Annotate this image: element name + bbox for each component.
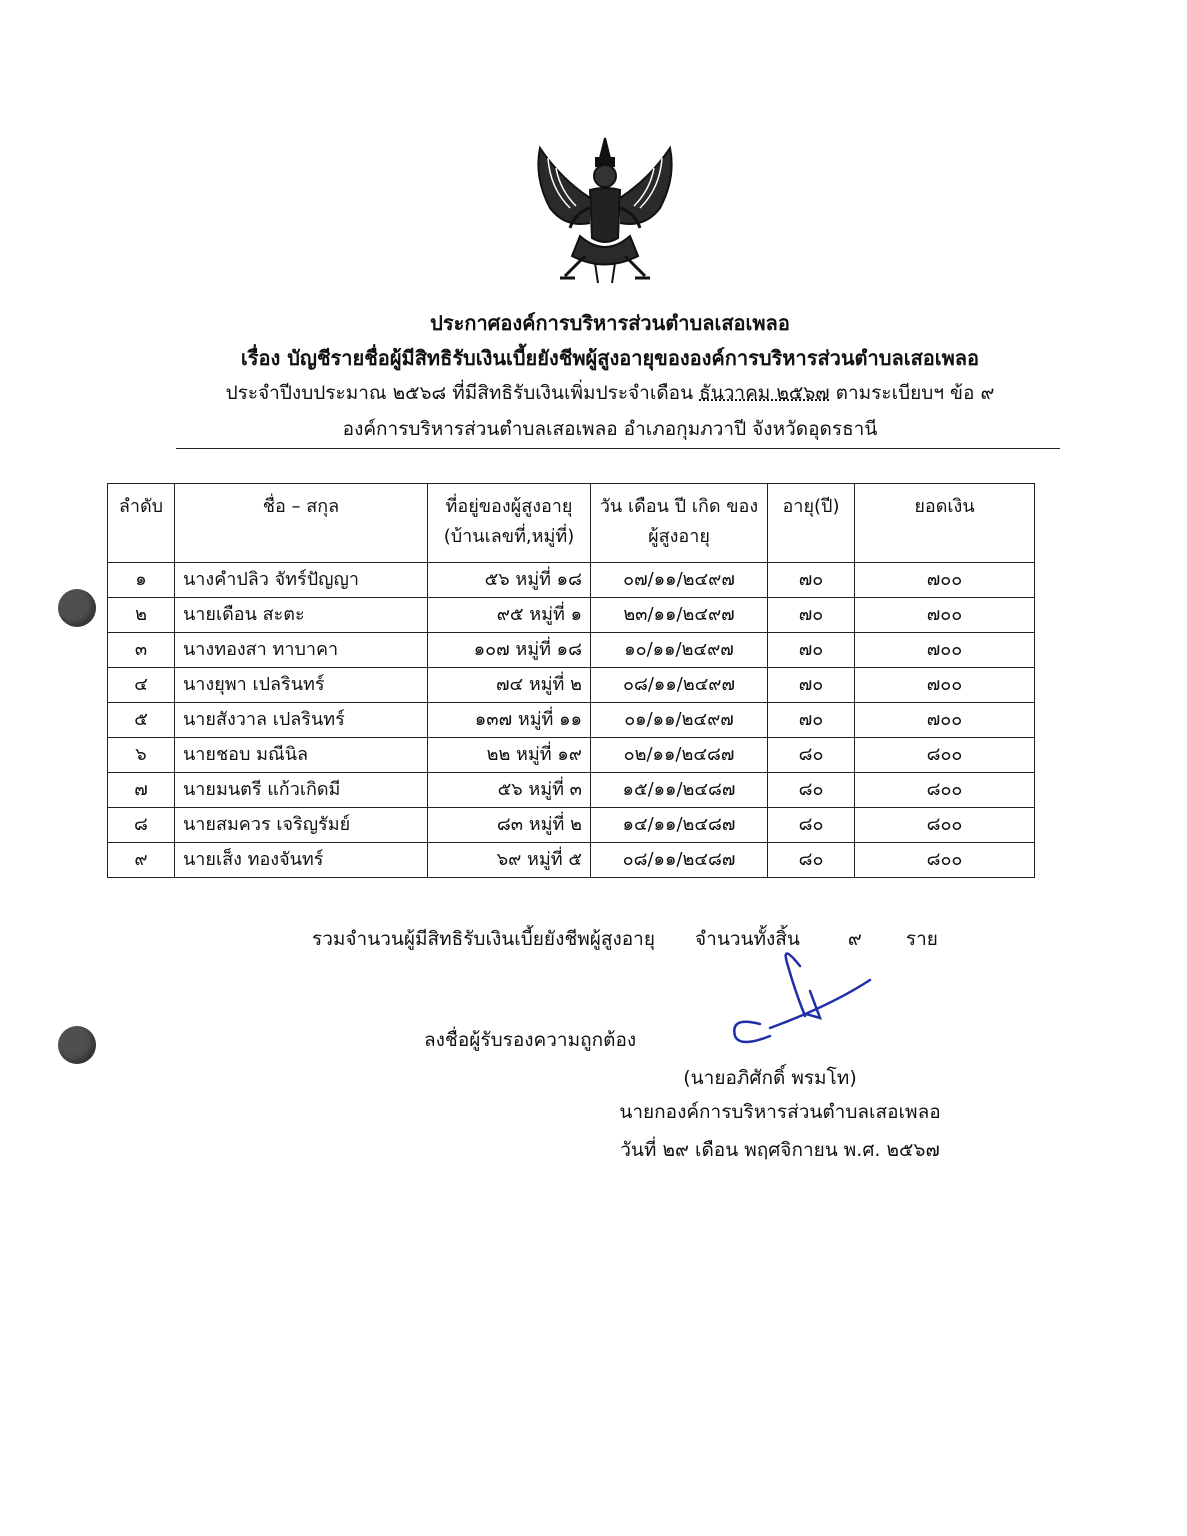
cell-name: นายสมควร เจริญรัมย์ (175, 808, 428, 843)
column-header-name: ชื่อ – สกุล (175, 484, 428, 563)
cell-dob: ๐๘/๑๑/๒๔๘๗ (591, 843, 768, 878)
garuda-emblem (520, 128, 690, 288)
cell-dob: ๒๓/๑๑/๒๔๙๗ (591, 598, 768, 633)
cell-no: ๙ (108, 843, 175, 878)
beneficiary-table (107, 483, 1035, 878)
cell-amount: ๗๐๐ (855, 598, 1035, 633)
cell-no: ๔ (108, 668, 175, 703)
punch-hole (58, 589, 96, 627)
summary-unit: ราย (905, 928, 938, 950)
fiscal-prefix: ประจำปีงบประมาณ ๒๕๖๘ ที่มีสิทธิรับเงินเพิ่มประจำเดือน (225, 382, 694, 404)
cell-name: นางทองสา ทาบาคา (175, 633, 428, 668)
cell-amount: ๗๐๐ (855, 703, 1035, 738)
summary-total-label: จำนวนทั้งสิ้น (695, 928, 800, 950)
summary-label: รวมจำนวนผู้มีสิทธิรับเงินเบี้ยยังชีพผู้สูงอายุ (312, 928, 655, 950)
cell-dob: ๐๑/๑๑/๒๔๙๗ (591, 703, 768, 738)
cell-name: นางยุพา เปลรินทร์ (175, 668, 428, 703)
signer-position: นายกองค์การบริหารส่วนตำบลเสอเพลอ (619, 1101, 941, 1123)
cell-address: ๘๓ หมู่ที่ ๒ (428, 808, 591, 843)
handwritten-signature (710, 936, 880, 1056)
cell-dob: ๑๕/๑๑/๒๔๘๗ (591, 773, 768, 808)
column-header-address: ที่อยู่ของผู้สูงอายุ (บ้านเลขที่,หมู่ที่) (428, 484, 591, 563)
table-row (108, 738, 1035, 773)
cell-name: นายเส็ง ทองจันทร์ (175, 843, 428, 878)
cell-amount: ๘๐๐ (855, 808, 1035, 843)
cell-no: ๘ (108, 808, 175, 843)
signer-name: (นายอภิศักดิ์ พรมโท) (683, 1067, 857, 1089)
cell-name: นางคำปลิว จัทร์ปัญญา (175, 563, 428, 598)
cell-dob: ๐๘/๑๑/๒๔๙๗ (591, 668, 768, 703)
cell-age: ๘๐ (768, 843, 855, 878)
cell-age: ๘๐ (768, 738, 855, 773)
cell-address: ๙๕ หมู่ที่ ๑ (428, 598, 591, 633)
table-row (108, 633, 1035, 668)
table-row (108, 843, 1035, 878)
punch-hole (58, 1026, 96, 1064)
cell-address: ๕๖ หมู่ที่ ๑๘ (428, 563, 591, 598)
cell-amount: ๗๐๐ (855, 563, 1035, 598)
column-header-amount: ยอดเงิน (855, 484, 1035, 563)
cell-dob: ๐๗/๑๑/๒๔๙๗ (591, 563, 768, 598)
announcement-fiscal-line (150, 378, 1070, 408)
table-row (108, 668, 1035, 703)
cell-dob: ๐๒/๑๑/๒๔๘๗ (591, 738, 768, 773)
table-row (108, 563, 1035, 598)
cell-dob: ๑๔/๑๑/๒๔๘๗ (591, 808, 768, 843)
cell-amount: ๘๐๐ (855, 738, 1035, 773)
column-header-age: อายุ(ปี) (768, 484, 855, 563)
fiscal-suffix: ตามระเบียบฯ ข้อ ๙ (835, 382, 995, 404)
cell-age: ๗๐ (768, 633, 855, 668)
cell-age: ๗๐ (768, 703, 855, 738)
column-header-no: ลำดับ (108, 484, 175, 563)
cell-name: นายสังวาล เปลรินทร์ (175, 703, 428, 738)
table-row (108, 598, 1035, 633)
cell-amount: ๘๐๐ (855, 773, 1035, 808)
table-header-row (108, 484, 1035, 563)
certify-label: ลงชื่อผู้รับรองความถูกต้อง (424, 1029, 637, 1051)
cell-age: ๗๐ (768, 598, 855, 633)
table-row (108, 703, 1035, 738)
cell-address: ๗๔ หมู่ที่ ๒ (428, 668, 591, 703)
cell-no: ๑ (108, 563, 175, 598)
cell-age: ๘๐ (768, 773, 855, 808)
cell-amount: ๘๐๐ (855, 843, 1035, 878)
fiscal-month: ธันวาคม ๒๕๖๗ (699, 382, 830, 404)
column-header-dob: วัน เดือน ปี เกิด ของผู้สูงอายุ (591, 484, 768, 563)
cell-no: ๖ (108, 738, 175, 773)
announcement-title: ประกาศองค์การบริหารส่วนตำบลเสอเพลอ (430, 311, 790, 335)
cell-dob: ๑๐/๑๑/๒๔๙๗ (591, 633, 768, 668)
announcement-location: องค์การบริหารส่วนตำบลเสอเพลอ อำเภอกุมภวาปี จังหวัดอุดรธานี (342, 418, 878, 440)
table-row (108, 773, 1035, 808)
cell-no: ๕ (108, 703, 175, 738)
cell-age: ๗๐ (768, 563, 855, 598)
cell-amount: ๗๐๐ (855, 633, 1035, 668)
cell-no: ๒ (108, 598, 175, 633)
table-row (108, 808, 1035, 843)
sign-date: วันที่ ๒๙ เดือน พฤศจิกายน พ.ศ. ๒๕๖๗ (620, 1139, 940, 1161)
announcement-subject: เรื่อง บัญชีรายชื่อผู้มีสิทธิรับเงินเบี้ยยังชีพผู้สูงอายุขององค์การบริหารส่วนตำบลเสอเพลอ (240, 346, 980, 370)
cell-no: ๗ (108, 773, 175, 808)
cell-name: นายชอบ มณีนิล (175, 738, 428, 773)
cell-amount: ๗๐๐ (855, 668, 1035, 703)
cell-address: ๒๒ หมู่ที่ ๑๙ (428, 738, 591, 773)
summary-count: ๙ (847, 928, 862, 950)
cell-no: ๓ (108, 633, 175, 668)
cell-address: ๖๙ หมู่ที่ ๕ (428, 843, 591, 878)
cell-age: ๗๐ (768, 668, 855, 703)
cell-address: ๕๖ หมู่ที่ ๓ (428, 773, 591, 808)
cell-address: ๑๐๗ หมู่ที่ ๑๘ (428, 633, 591, 668)
cell-address: ๑๓๗ หมู่ที่ ๑๑ (428, 703, 591, 738)
cell-name: นายมนตรี แก้วเกิดมี (175, 773, 428, 808)
cell-age: ๘๐ (768, 808, 855, 843)
header-divider (176, 448, 1060, 449)
cell-name: นายเดือน สะตะ (175, 598, 428, 633)
